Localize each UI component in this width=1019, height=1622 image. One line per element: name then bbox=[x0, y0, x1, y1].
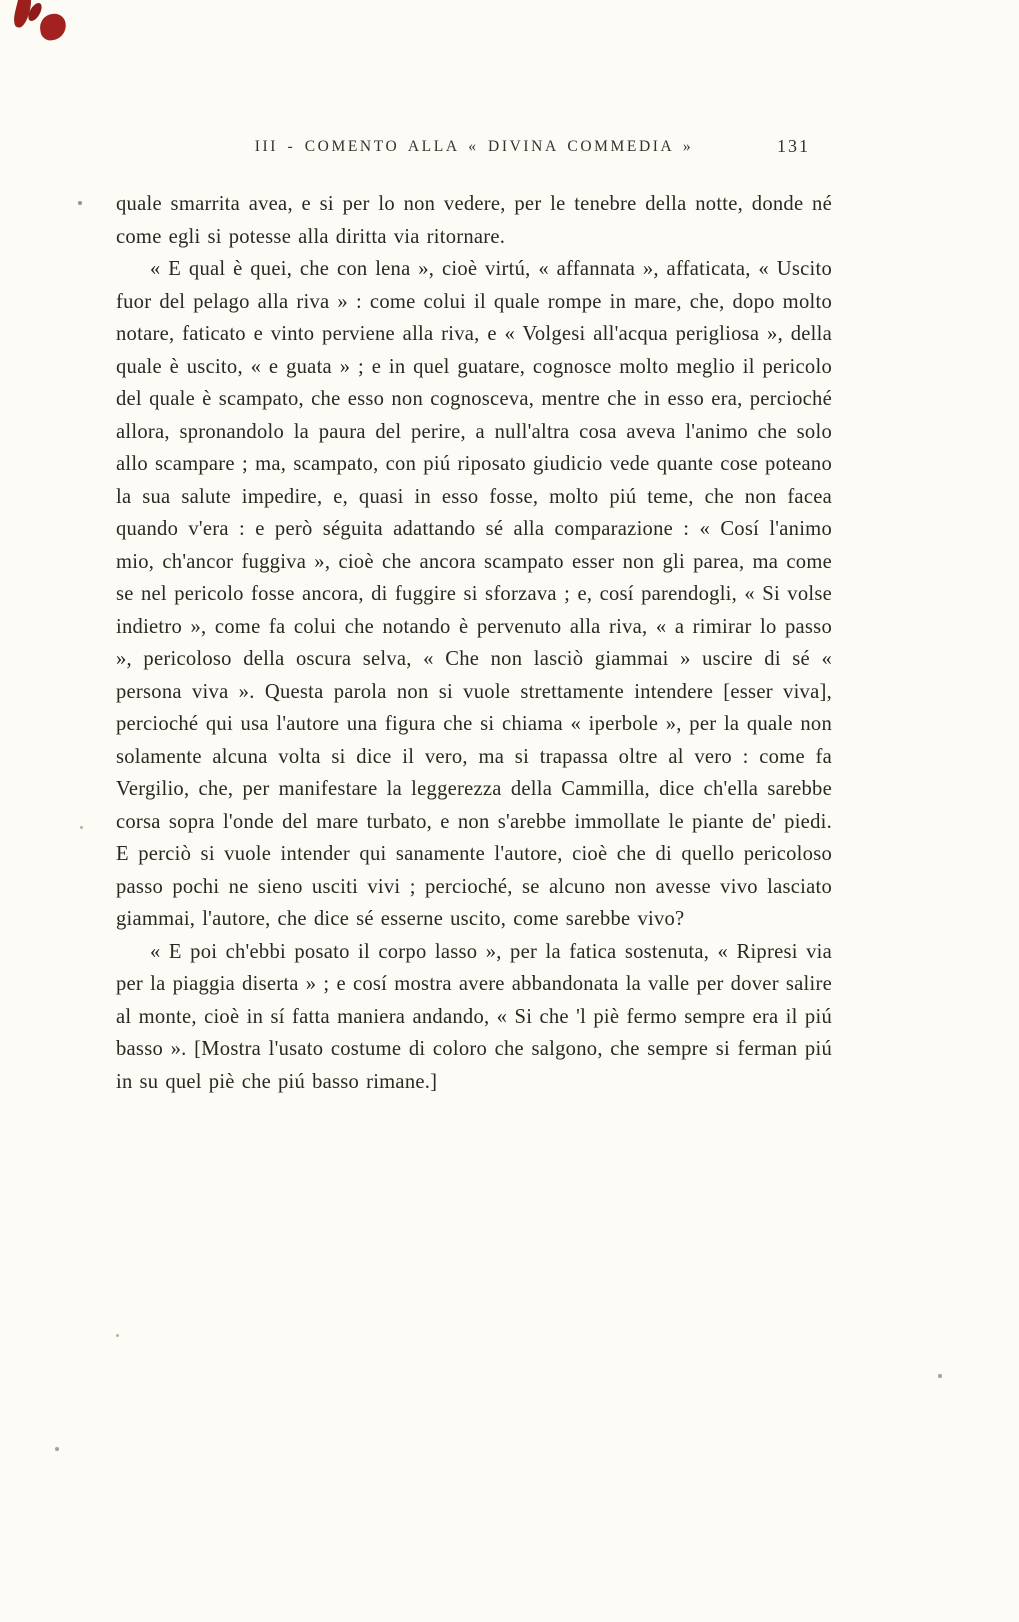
page-number: 131 bbox=[777, 136, 810, 156]
scan-speck bbox=[116, 1334, 119, 1337]
scan-speck bbox=[938, 1374, 942, 1378]
paragraph: quale smarrita avea, e si per lo non vedere, per le tenebre della notte, donde né come egli si potesse alla diritta via ritornare. bbox=[116, 193, 832, 248]
red-pen-mark bbox=[38, 12, 67, 41]
running-title: III - COMENTO ALLA « DIVINA COMMEDIA » bbox=[254, 138, 694, 155]
paragraph: « E qual è quei, che con lena », cioè virtú, « affannata », affaticata, « Uscito fuor del pelago alla riva » : come colui il quale rompe in mare, che, dopo molto notare, faticato e vinto perviene alla riva, e « Volgesi all'acqua perigliosa », della quale è uscito, « e guata » ; e in quel guatare, cognosce molto meglio il pericolo del quale è scampato, che esso non cognosceva, mentre che in esso era, percioché allora, spronandolo la paura del perire, a null'altra cosa aveva l'animo che solo allo scampare ; ma, scampato, con piú riposato giudicio vede quante cose poteano la sua salute impedire, e, quasi in esso fosse, molto piú teme, che non facea quando v'era : e però séguita adattando sé alla comparazione : « Cosí l'animo mio, ch'ancor fuggiva », cioè che ancora scampato esser non gli parea, ma come se nel pericolo fosse ancora, di fuggire si sforzava ; e, cosí parendogli, « Si volse indietro », come fa colui che notando è pervenuto alla riva, « a rimirar lo passo », pericoloso della oscura selva, « Che non lasciò giammai » uscire di sé « persona viva ». Questa parola non si vuole strettamente intendere [esser viva], percioché qui usa l'autore una figura che si chiama « iperbole », per la quale non solamente alcuna volta si dice il vero, ma si trapassa oltre al vero : come fa Vergilio, che, per manifestare la leggerezza della Cammilla, dice ch'ella sarebbe corsa sopra l'onde del mare turbato, e non s'arebbe immollate le piante de' piedi. E perciò si vuole intender qui sanamente l'autore, cioè che di quello pericoloso passo pochi ne sieno usciti vivi ; percioché, se alcuno non avesse vivo lasciato giammai, l'autore, che dice sé esserne uscito, come sarebbe vivo? bbox=[116, 258, 832, 930]
paragraph: « E poi ch'ebbi posato il corpo lasso », per la fatica sostenuta, « Ripresi via per la piaggia diserta » ; e cosí mostra avere abbandonata la valle per dover salire al monte, cioè in sí fatta maniera andando, « Si che 'l piè fermo sempre era il piú basso ». [Mostra l'usato costume di coloro che salgono, che sempre si ferman piú in su quel piè che piú basso rimane.] bbox=[116, 940, 832, 1093]
scan-speck bbox=[55, 1447, 59, 1451]
scan-speck bbox=[80, 826, 83, 829]
page-body bbox=[116, 188, 832, 1098]
page-header bbox=[116, 138, 832, 164]
scan-speck bbox=[78, 201, 82, 205]
